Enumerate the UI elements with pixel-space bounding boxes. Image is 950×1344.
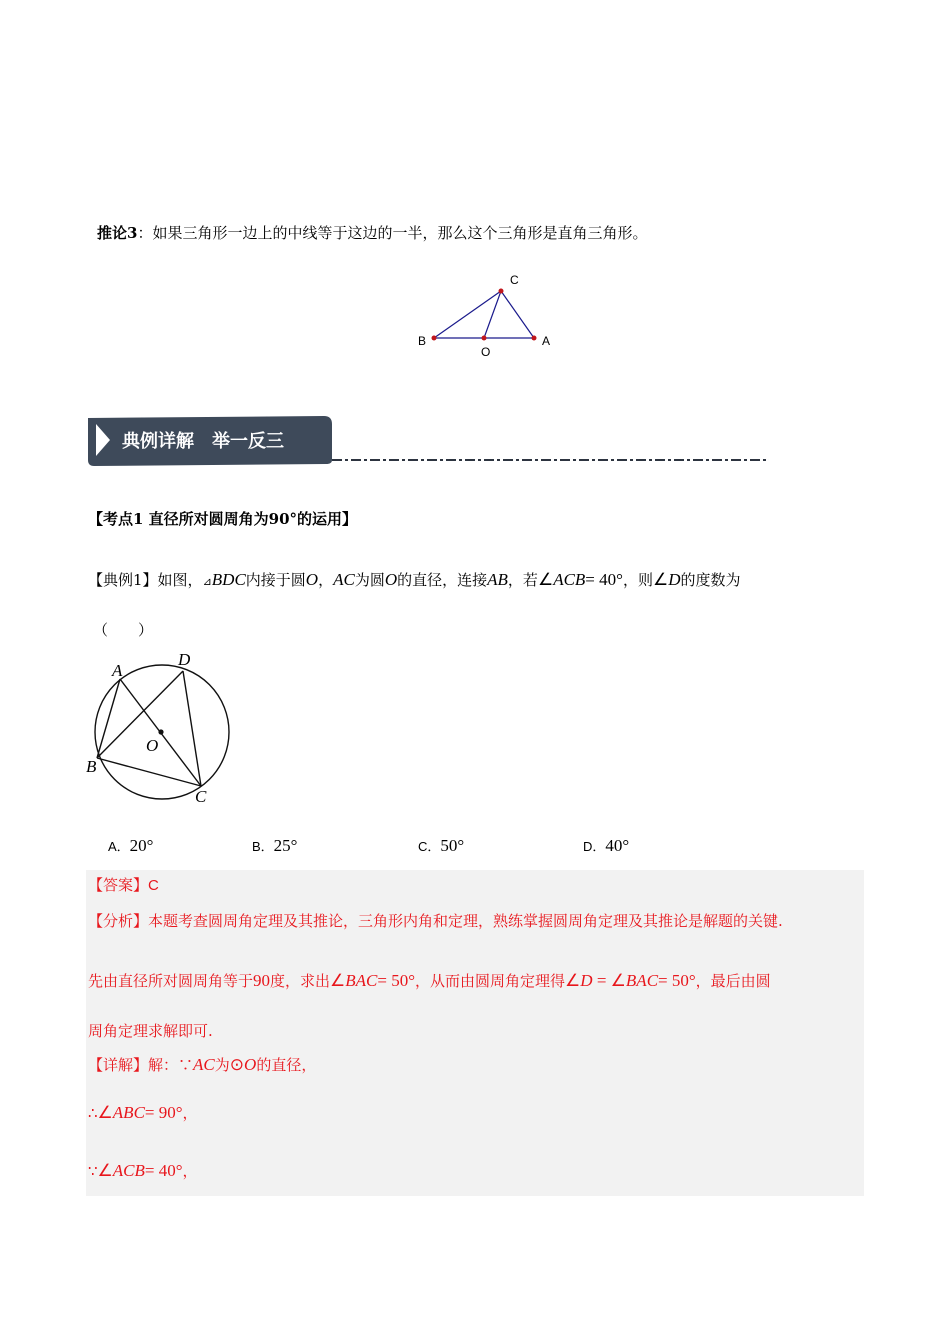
label-o: O	[146, 736, 159, 755]
example-comma: ，	[318, 571, 334, 589]
analysis-line-3: 周角定理求解即可.	[88, 1022, 213, 1040]
math-o-3: O	[244, 1055, 257, 1074]
example-text-2: 内接于圆	[245, 571, 306, 589]
answer-tag: 【答案】	[88, 876, 149, 894]
section-banner	[86, 412, 776, 472]
triangle-symbol: ⊿	[202, 575, 212, 588]
label-d: D	[178, 650, 191, 669]
angle-sym-1: ∠	[330, 971, 346, 990]
corollary-line	[97, 222, 647, 243]
choices-row	[108, 836, 668, 860]
angle-sym-5: ∠	[97, 1161, 113, 1180]
answer-value: C	[148, 877, 159, 894]
example-text-3: 为圆	[354, 571, 385, 589]
segment-co	[484, 291, 501, 338]
choice-c-value: 50°	[440, 836, 465, 855]
label-o: O	[481, 345, 491, 359]
math-bdc: BDC	[211, 570, 246, 589]
step-1-line	[88, 1102, 198, 1123]
choice-a-value: 20°	[129, 836, 154, 855]
angle-symbol-2: ∠	[652, 570, 669, 589]
choice-a-label: A．	[108, 839, 130, 854]
angle-sym-4: ∠	[97, 1103, 113, 1122]
point-a	[532, 336, 537, 341]
math-90: 90	[253, 971, 271, 990]
choice-d-value: 40°	[605, 836, 630, 855]
math-ac: AC	[333, 570, 355, 589]
example-text-5: ，若	[507, 571, 538, 589]
detail-line	[88, 1054, 316, 1075]
topic-heading: 【考点1 直径所对圆周角为90°的运用】	[88, 510, 358, 528]
detail-text-c: 的直径，	[256, 1056, 317, 1074]
math-abc: ABC	[112, 1103, 145, 1122]
triangle-figure	[412, 270, 562, 362]
corollary-colon: ：	[137, 224, 153, 242]
detail-text-a: 解：∵	[148, 1056, 194, 1074]
math-eq-50-2: = 50°	[658, 971, 696, 990]
step-2-line	[88, 1160, 198, 1181]
choice-d-label: D．	[583, 839, 606, 854]
corollary-text: 如果三角形一边上的中线等于这边的一半，那么这个三角形是直角三角形。	[152, 224, 648, 242]
segment-dc	[183, 671, 201, 786]
angle-sym-3: ∠	[610, 971, 626, 990]
choice-c[interactable]	[418, 836, 464, 856]
math-eq-40-2: = 40°	[144, 1161, 183, 1180]
example-tag: 【典例1】	[88, 571, 158, 589]
answer-blank: （ ）	[93, 621, 154, 639]
math-eq-40: = 40°	[585, 570, 623, 589]
segment-bc	[434, 291, 501, 338]
analysis-line-2	[88, 970, 771, 991]
analysis-2-text-b: 度，求出	[270, 972, 331, 990]
banner-title: 典例详解 举一反三	[122, 431, 284, 452]
example-text-6: ，则	[622, 571, 653, 589]
choice-a[interactable]	[108, 836, 153, 856]
math-ac-2: AC	[193, 1055, 215, 1074]
math-ab: AB	[487, 570, 508, 589]
circle-symbol: ⊙	[229, 1055, 245, 1074]
analysis-text: 本题考查圆周角定理及其推论，三角形内角和定理，熟练掌握圆周角定理及其推论是解题的关键.	[148, 912, 783, 930]
analysis-tag: 【分析】	[88, 912, 149, 930]
choice-d[interactable]	[583, 836, 629, 856]
choice-b-value: 25°	[273, 836, 298, 855]
math-eq-90: = 90°	[144, 1103, 183, 1122]
analysis-2-text-e: ，最后由圆	[695, 972, 771, 990]
step-2-end: ，	[182, 1162, 198, 1180]
label-a: A	[112, 661, 123, 680]
example-text-1: 如图，	[157, 571, 203, 589]
point-o	[482, 336, 487, 341]
example-text-7: 的度数为	[680, 571, 741, 589]
detail-text-b: 为	[214, 1056, 230, 1074]
math-bac-2: BAC	[625, 971, 659, 990]
center-point	[158, 729, 163, 734]
math-eq-50: = 50°	[377, 971, 416, 990]
math-d: D	[668, 570, 681, 589]
label-c: C	[510, 273, 519, 287]
therefore-symbol: ∴	[88, 1104, 98, 1122]
math-d-2: D	[580, 971, 593, 990]
circle-figure	[80, 648, 250, 813]
point-c	[499, 289, 504, 294]
segment-bc	[97, 758, 201, 786]
analysis-2-text-a: 先由直径所对圆周角等于	[88, 972, 254, 990]
label-b: B	[418, 334, 427, 348]
math-o: O	[305, 570, 319, 589]
angle-symbol: ∠	[537, 570, 554, 589]
step-1-end: ，	[182, 1104, 198, 1122]
point-b	[432, 336, 437, 341]
math-acb: ACB	[553, 570, 586, 589]
analysis-2-text-c: ，从而由圆周角定理得	[415, 972, 566, 990]
choice-b-label: B．	[252, 839, 274, 854]
choice-b[interactable]	[252, 836, 297, 856]
analysis-line	[88, 910, 783, 931]
detail-tag: 【详解】	[88, 1056, 149, 1074]
label-a: A	[542, 334, 551, 348]
choice-c-label: C．	[418, 839, 441, 854]
label-b: B	[86, 757, 97, 776]
segment-ca	[501, 291, 534, 338]
math-o-2: O	[384, 570, 398, 589]
example-text-4: 的直径，连接	[397, 571, 488, 589]
corollary-label: 推论3	[97, 224, 138, 242]
math-eq: =	[592, 971, 611, 990]
label-c: C	[195, 787, 207, 806]
math-acb-2: ACB	[112, 1161, 145, 1180]
angle-sym-2: ∠	[565, 971, 581, 990]
example-1	[88, 569, 741, 590]
answer-line	[88, 874, 159, 895]
because-symbol: ∵	[88, 1162, 98, 1180]
math-bac: BAC	[345, 971, 378, 990]
solution-box	[86, 870, 864, 1196]
